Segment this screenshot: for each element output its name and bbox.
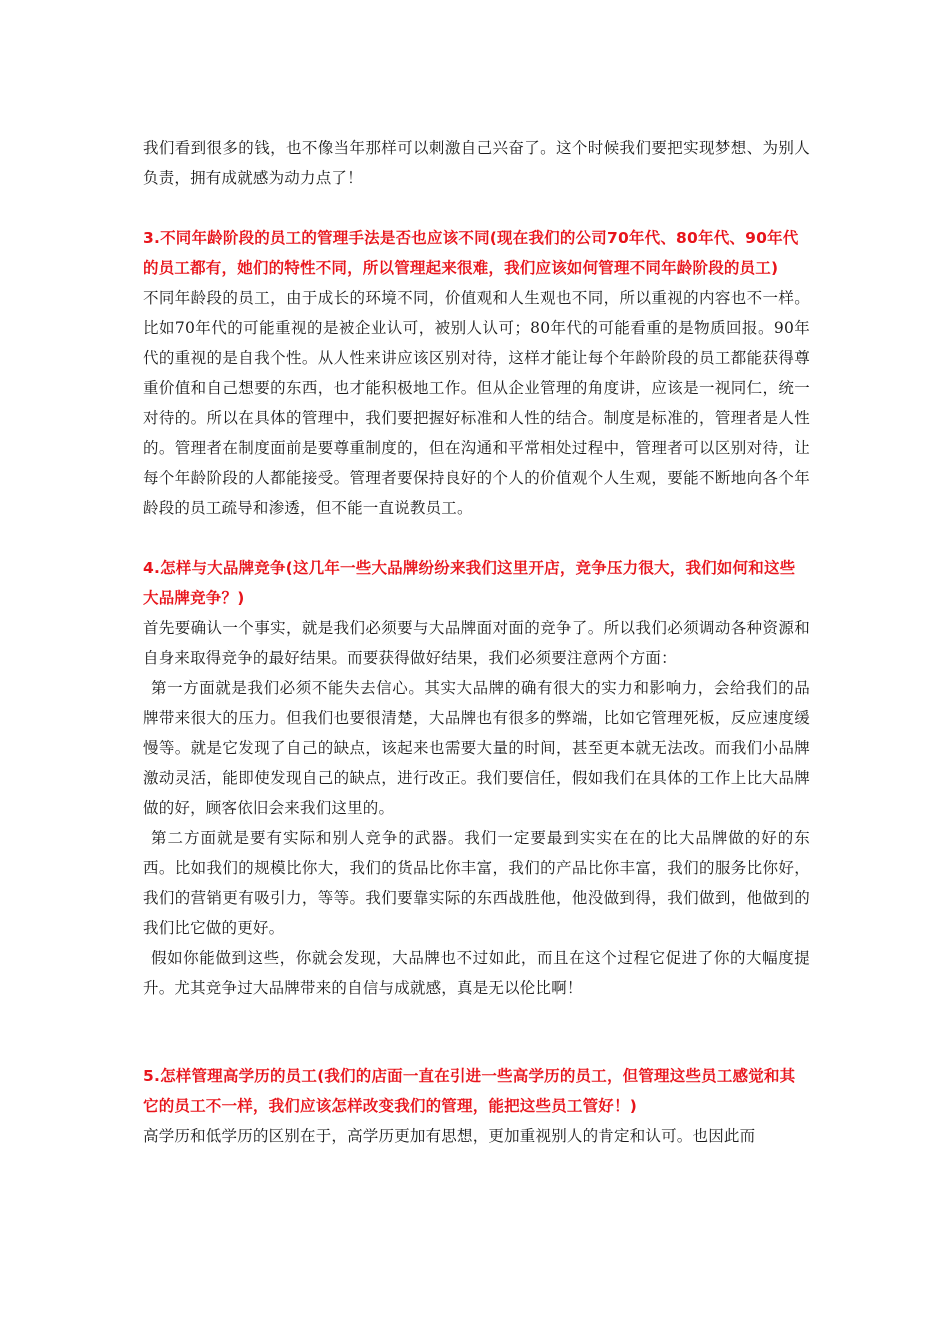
section-4-paragraph-4: 假如你能做到这些，你就会发现，大品牌也不过如此，而且在这个过程它促进了你的大幅度提升。尤其竞争过大品牌带来的自信与成就感，真是无以伦比啊！ xyxy=(143,949,810,997)
section-4-paragraph-2: 第一方面就是我们必须不能失去信心。其实大品牌的确有很大的实力和影响力，会给我们的品牌带来很大的压力。但我们也要很清楚，大品牌也有很多的弊端，比如它管理死板，反应速度缓慢等。就是它发现了自己的缺点，该起来也需要大量的时间，甚至更本就无法改。而我们小品牌激动灵活，能即使发现自己的缺点，进行改正。我们要信任，假如我们在具体的工作上比大品牌做的好，顾客依旧会来我们这里的。 xyxy=(143,679,810,817)
spacer xyxy=(143,193,810,223)
section-4-paragraph-3: 第二方面就是要有实际和别人竞争的武器。我们一定要最到实实在在的比大品牌做的好的东西。比如我们的规模比你大，我们的货品比你丰富，我们的产品比你丰富，我们的服务比你好，我们的营销更有吸引力，等等。我们要靠实际的东西战胜他，他没做到得，我们做到，他做到的我们比它做的更好。 xyxy=(143,829,810,937)
spacer xyxy=(143,523,810,553)
section-3-paragraph-1: 不同年龄段的员工，由于成长的环境不同，价值观和人生观也不同，所以重视的内容也不一样。比如70年代的可能重视的是被企业认可，被别人认可；80年代的可能看重的是物质回报。90年代的重视的是自我个性。从人性来讲应该区别对待，这样才能让每个年龄阶段的员工都能获得尊重价值和自己想要的东西，也才能积极地工作。但从企业管理的角度讲，应该是一视同仁，统一对待的。所以在具体的管理中，我们要把握好标准和人性的结合。制度是标准的，管理者是人性的。管理者在制度面前是要尊重制度的，但在沟通和平常相处过程中，管理者可以区别对待，让每个年龄阶段的人都能接受。管理者要保持良好的个人的价值观个人生观，要能不断地向各个年龄段的员工疏导和渗透，但不能一直说教员工。 xyxy=(143,289,810,517)
section-5-paragraph-1: 高学历和低学历的区别在于，高学历更加有思想，更加重视别人的肯定和认可。也因此而 xyxy=(143,1127,756,1145)
section-5 xyxy=(143,1061,810,1151)
section-5-heading: 5.怎样管理高学历的员工(我们的店面一直在引进一些高学历的员工，但管理这些员工感觉和其它的员工不一样，我们应该怎样改变我们的管理，能把这些员工管好！) xyxy=(143,1067,796,1115)
section-4-paragraph-1: 首先要确认一个事实，就是我们必须要与大品牌面对面的竞争了。所以我们必须调动各种资源和自身来取得竞争的最好结果。而要获得做好结果，我们必须要注意两个方面： xyxy=(143,619,810,667)
intro-paragraph: 我们看到很多的钱，也不像当年那样可以刺激自己兴奋了。这个时候我们要把实现梦想、为别人负责，拥有成就感为动力点了！ xyxy=(143,139,810,187)
section-3 xyxy=(143,223,810,523)
section-3-heading: 3.不同年龄阶段的员工的管理手法是否也应该不同(现在我们的公司70年代、80年代、90年代的员工都有，她们的特性不同，所以管理起来很难，我们应该如何管理不同年龄阶段的员工) xyxy=(143,229,799,277)
section-4-heading: 4.怎样与大品牌竞争(这几年一些大品牌纷纷来我们这里开店，竞争压力很大，我们如何和这些大品牌竞争？) xyxy=(143,559,796,607)
spacer xyxy=(143,1003,810,1061)
section-4 xyxy=(143,553,810,1003)
